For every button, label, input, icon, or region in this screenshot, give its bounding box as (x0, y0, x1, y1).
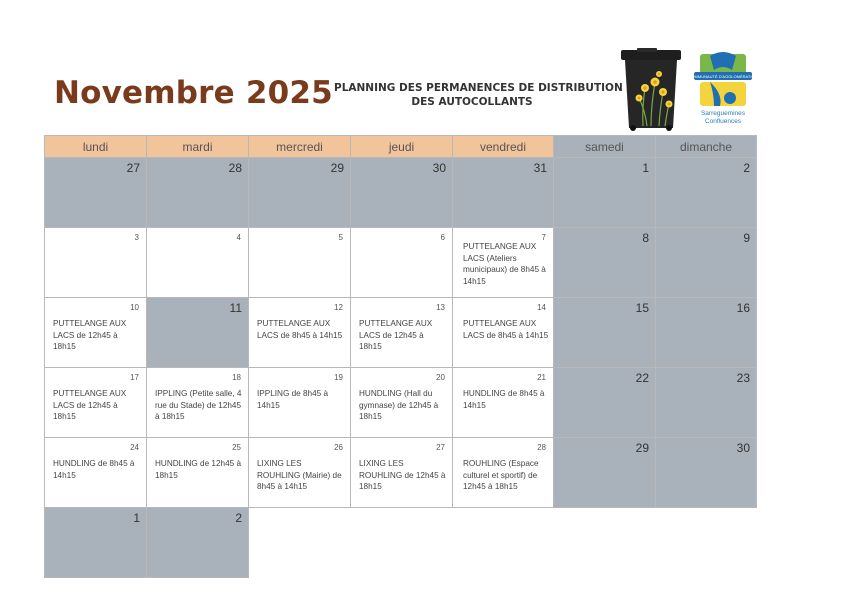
day-cell (554, 298, 656, 368)
subtitle-line-1: PLANNING DES PERMANENCES DE DISTRIBUTION (334, 82, 623, 94)
day-cell (656, 158, 757, 228)
day-cell (249, 158, 351, 228)
day-cell (147, 158, 249, 228)
day-number: 29 (330, 161, 344, 175)
day-number: 30 (736, 441, 750, 455)
day-cell (147, 508, 249, 578)
event-text: LIXING LES ROUHLING (Mairie) de 8h45 à 14h15 (257, 459, 342, 491)
day-number: 1 (133, 511, 140, 525)
day-number: 27 (126, 161, 140, 175)
empty-cell (554, 508, 656, 578)
day-cell (45, 158, 147, 228)
day-cell (249, 298, 351, 368)
event-text: LIXING LES ROUHLING de 12h45 à 18h15 (359, 459, 446, 491)
day-number: 28 (537, 443, 546, 452)
day-number: 16 (736, 301, 750, 315)
subtitle-line-2: DES AUTOCOLLANTS (411, 95, 533, 108)
weekday-header-4: vendredi (453, 136, 554, 158)
day-cell (656, 298, 757, 368)
event-text: PUTTELANGE AUX LACS de 12h45 à 18h15 (53, 389, 127, 421)
day-number: 17 (130, 373, 139, 382)
page-title: Novembre 2025 (54, 75, 333, 111)
day-cell (249, 438, 351, 508)
day-number: 11 (229, 301, 242, 315)
weekday-header-0: lundi (45, 136, 147, 158)
day-number: 15 (635, 301, 649, 315)
day-number: 7 (541, 233, 546, 242)
day-number: 25 (232, 443, 241, 452)
day-cell (45, 508, 147, 578)
empty-cell (453, 508, 554, 578)
day-cell (554, 158, 656, 228)
day-cell (656, 228, 757, 298)
logo-name-line-2: Confluences (704, 117, 742, 125)
day-cell (554, 438, 656, 508)
day-number: 10 (130, 303, 139, 312)
weekday-header-2: mercredi (249, 136, 351, 158)
event-text: PUTTELANGE AUX LACS de 12h45 à 18h15 (53, 319, 127, 351)
day-number: 2 (743, 161, 750, 175)
day-number: 13 (436, 303, 445, 312)
day-cell (453, 368, 554, 438)
logo-name (692, 110, 754, 125)
event-text: IPPLING (Petite salle, 4 rue du Stade) de 12h45 à 18h15 (155, 389, 242, 421)
day-cell (453, 158, 554, 228)
event-text: HUNDLING de 12h45 à 18h15 (155, 459, 242, 480)
day-number: 23 (736, 371, 750, 385)
day-number: 5 (338, 233, 343, 242)
day-cell (554, 228, 656, 298)
day-number: 8 (642, 231, 649, 245)
day-cell (249, 368, 351, 438)
logo-banner-text: COMMUNAUTÉ D'AGGLOMÉRATION (688, 74, 758, 79)
day-number: 3 (134, 233, 139, 242)
weekday-header-5: samedi (554, 136, 656, 158)
day-number: 21 (537, 373, 546, 382)
event-text: HUNDLING (Hall du gymnase) de 12h45 à 18h15 (359, 389, 439, 421)
day-number: 31 (533, 161, 547, 175)
day-number: 9 (743, 231, 750, 245)
day-cell (656, 368, 757, 438)
weekday-header-3: jeudi (351, 136, 453, 158)
event-text: PUTTELANGE AUX LACS (Ateliers municipaux) de 8h45 à 14h15 (463, 242, 546, 286)
sarreguemines-confluences-logo (688, 50, 758, 128)
day-cell (45, 298, 147, 368)
event-text: PUTTELANGE AUX LACS de 12h45 à 18h15 (359, 319, 433, 351)
event-text: PUTTELANGE AUX LACS de 8h45 à 14h15 (257, 319, 343, 340)
empty-cell (656, 508, 757, 578)
day-cell (351, 368, 453, 438)
day-number: 2 (235, 511, 242, 525)
day-cell (453, 298, 554, 368)
day-number: 19 (334, 373, 343, 382)
day-number: 24 (130, 443, 139, 452)
day-cell (249, 228, 351, 298)
day-cell (147, 368, 249, 438)
page-subtitle (334, 82, 623, 109)
day-cell (453, 438, 554, 508)
event-text: HUNDLING de 8h45 à 14h15 (463, 389, 545, 410)
garbage-bin-with-daffodils-icon (615, 48, 687, 132)
event-text: ROUHLING (Espace culturel et sportif) de 12h45 à 18h15 (463, 459, 539, 491)
day-cell (351, 298, 453, 368)
empty-cell (351, 508, 453, 578)
day-number: 4 (236, 233, 241, 242)
day-number: 1 (642, 161, 649, 175)
weekday-header-1: mardi (147, 136, 249, 158)
logo-mark (688, 50, 758, 110)
day-number: 26 (334, 443, 343, 452)
day-cell (453, 228, 554, 298)
day-number: 6 (440, 233, 445, 242)
day-cell (554, 368, 656, 438)
calendar-grid (44, 135, 757, 578)
day-number: 28 (228, 161, 242, 175)
logo-name-line-1: Sarreguemines (700, 110, 746, 117)
weekday-header-6: dimanche (656, 136, 757, 158)
empty-cell (249, 508, 351, 578)
day-cell (351, 438, 453, 508)
day-number: 27 (436, 443, 445, 452)
day-number: 30 (432, 161, 446, 175)
day-number: 18 (232, 373, 241, 382)
day-cell (147, 228, 249, 298)
day-cell (45, 368, 147, 438)
day-number: 12 (334, 303, 343, 312)
day-number: 29 (635, 441, 649, 455)
day-cell (351, 158, 453, 228)
day-number: 20 (436, 373, 445, 382)
day-cell (351, 228, 453, 298)
event-text: PUTTELANGE AUX LACS de 8h45 à 14h15 (463, 319, 549, 340)
day-cell (45, 228, 147, 298)
day-number: 14 (537, 303, 546, 312)
day-cell (147, 298, 249, 368)
day-cell (656, 438, 757, 508)
day-cell (147, 438, 249, 508)
day-number: 22 (635, 371, 649, 385)
event-text: IPPLING de 8h45 à 14h15 (257, 389, 329, 410)
day-cell (45, 438, 147, 508)
event-text: HUNDLING de 8h45 à 14h15 (53, 459, 135, 480)
